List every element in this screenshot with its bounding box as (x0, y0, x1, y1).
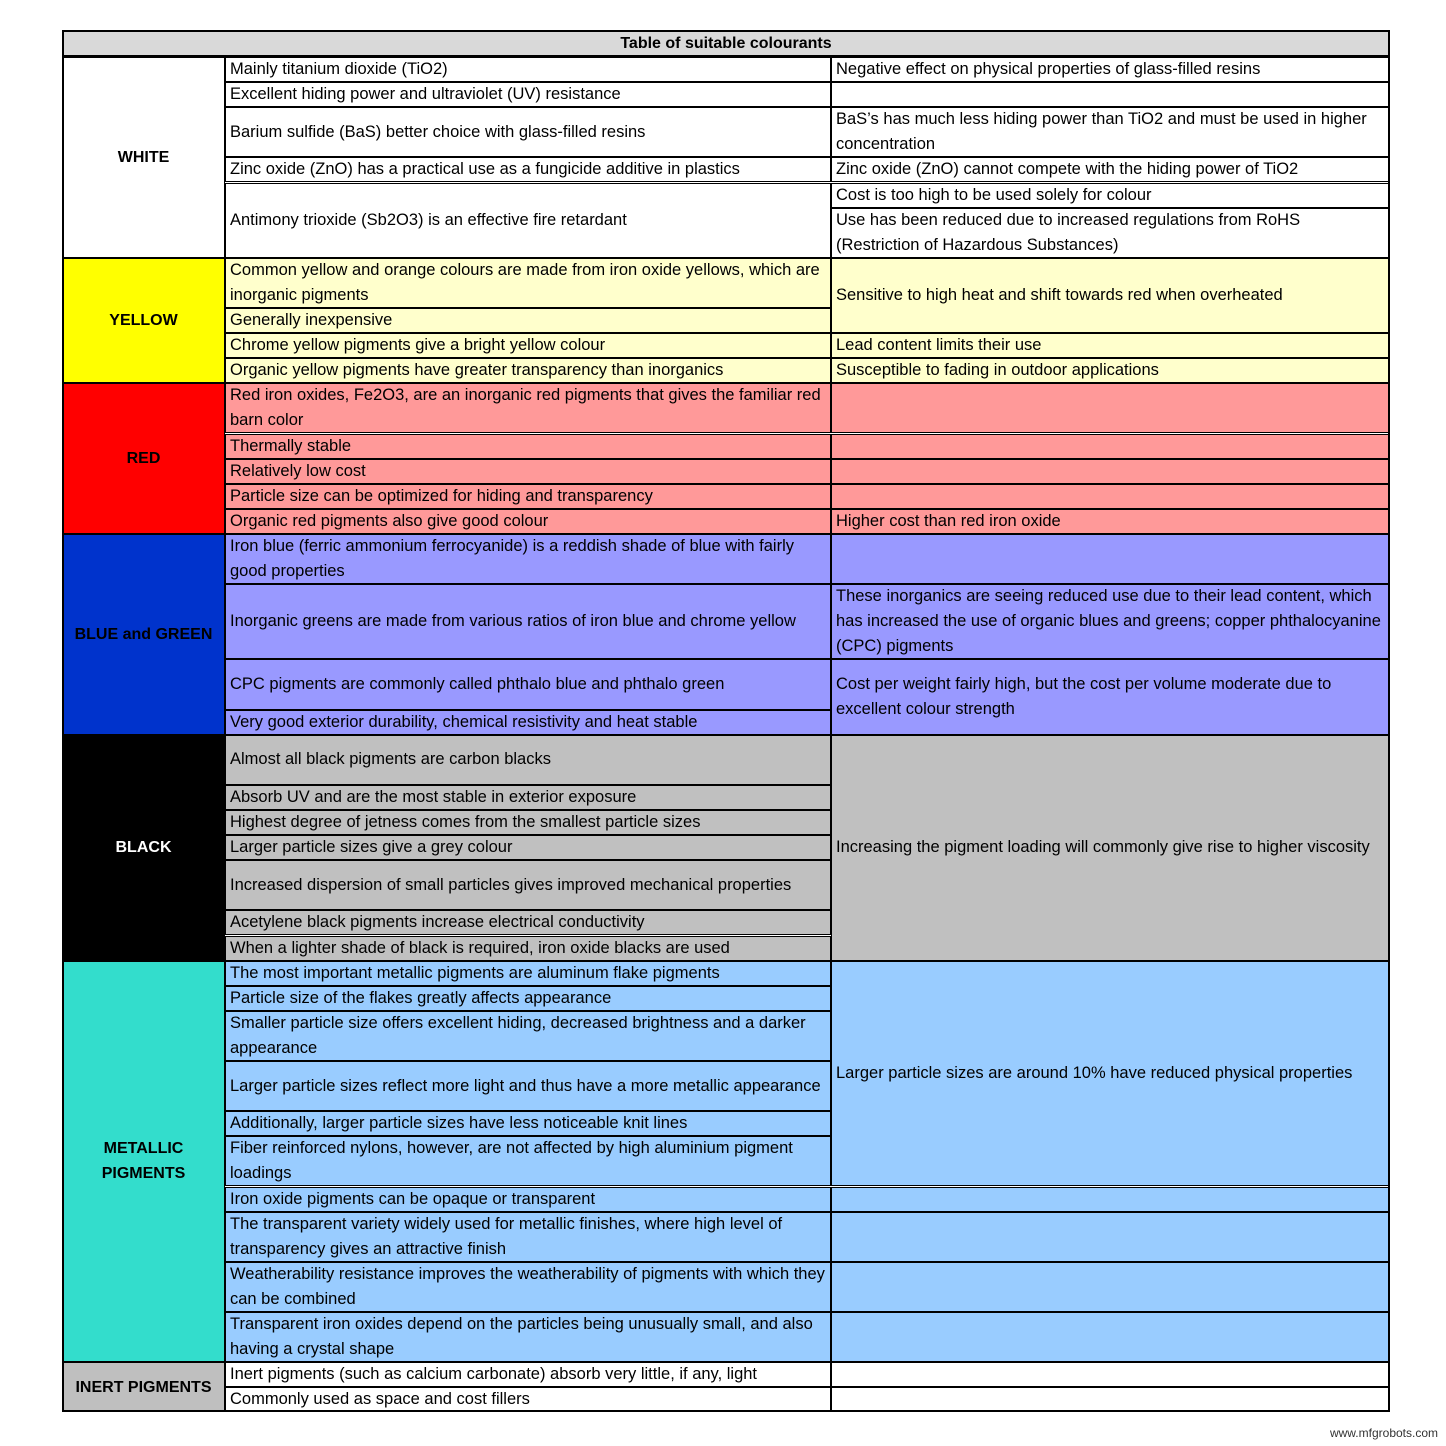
category-label: METALLIC PIGMENTS (101, 1140, 186, 1183)
property-cell (225, 484, 831, 509)
property-text: Increased dispersion of small particles gives improved mechanical properties (230, 875, 792, 894)
drawback-cell (831, 107, 1390, 157)
drawback-cell (831, 1362, 1390, 1387)
property-text: Common yellow and orange colours are made from iron oxide yellows, which are inorganic pigments (230, 260, 820, 304)
property-cell (225, 333, 831, 358)
category-black (62, 735, 225, 961)
drawback-cell (831, 82, 1390, 107)
property-text: Particle size of the flakes greatly affects appearance (230, 988, 612, 1007)
property-text: Iron oxide pigments can be opaque or transparent (230, 1189, 596, 1208)
property-cell (225, 383, 831, 433)
property-text: The most important metallic pigments are aluminum flake pigments (230, 963, 720, 982)
drawback-cell (831, 509, 1390, 534)
property-text: Inert pigments (such as calcium carbonate) absorb very little, if any, light (230, 1365, 758, 1384)
property-cell (225, 835, 831, 860)
property-cell (225, 910, 831, 935)
category-label: RED (126, 450, 161, 468)
property-cell (225, 534, 831, 584)
drawback-cell (831, 459, 1390, 484)
category-red (62, 383, 225, 534)
property-text: Smaller particle size offers excellent hiding, decreased brightness and a darker appearance (230, 1013, 806, 1057)
drawback-cell (831, 534, 1390, 584)
property-cell (225, 961, 831, 986)
drawback-cell (831, 659, 1390, 734)
property-text: Mainly titanium dioxide (TiO2) (230, 60, 448, 79)
property-cell (225, 986, 831, 1011)
category-inert-pigments (62, 1362, 225, 1412)
property-text: Commonly used as space and cost fillers (230, 1390, 530, 1409)
table-title: Table of suitable colourants (62, 30, 1390, 57)
drawback-cell (831, 1262, 1390, 1312)
property-text: Red iron oxides, Fe2O3, are an inorganic red pigments that gives the familiar red barn color (230, 386, 821, 430)
property-cell (225, 710, 831, 735)
drawback-text: BaS’s has much less hiding power than TiO2 and must be used in higher concentration (836, 110, 1367, 154)
property-cell (225, 810, 831, 835)
property-text: Zinc oxide (ZnO) has a practical use as a fungicide additive in plastics (230, 160, 740, 179)
drawback-cell (831, 584, 1390, 659)
property-text: Fiber reinforced nylons, however, are not affected by high aluminium pigment loadings (230, 1139, 793, 1183)
property-text: Absorb UV and are the most stable in exterior exposure (230, 787, 637, 806)
property-text: Relatively low cost (230, 461, 366, 480)
property-text: CPC pigments are commonly called phthalo blue and phthalo green (230, 674, 725, 693)
drawback-cell (831, 1212, 1390, 1262)
property-text: Transparent iron oxides depend on the particles being unusually small, and also having a crystal shape (230, 1315, 813, 1359)
drawback-text: Cost is too high to be used solely for colour (836, 185, 1152, 204)
drawback-text: Zinc oxide (ZnO) cannot compete with the hiding power of TiO2 (836, 160, 1299, 179)
property-cell (225, 584, 831, 659)
property-text: Inorganic greens are made from various ratios of iron blue and chrome yellow (230, 612, 796, 631)
property-cell (225, 1111, 831, 1136)
category-label: WHITE (117, 148, 170, 166)
property-cell (225, 358, 831, 383)
drawback-text: Higher cost than red iron oxide (836, 511, 1061, 530)
property-text: Organic yellow pigments have greater transparency than inorganics (230, 361, 724, 380)
drawback-cell (831, 735, 1390, 961)
property-text: Iron blue (ferric ammonium ferrocyanide) is a reddish shade of blue with fairly good properties (230, 536, 794, 580)
property-text: Weatherability resistance improves the weatherability of pigments with which they can be combined (230, 1264, 825, 1308)
property-cell (225, 860, 831, 910)
drawback-cell (831, 333, 1390, 358)
property-cell (225, 1262, 831, 1312)
colourants-table (62, 30, 1390, 1412)
property-text: Organic red pigments also give good colour (230, 511, 549, 530)
property-cell (225, 659, 831, 709)
drawback-cell (831, 258, 1390, 333)
property-text: Larger particle sizes give a grey colour (230, 838, 513, 857)
property-text: The transparent variety widely used for metallic finishes, where high level of transparency gives an attractive finish (230, 1214, 783, 1258)
property-text: Additionally, larger particle sizes have less noticeable knit lines (230, 1114, 688, 1133)
category-label: BLUE and GREEN (74, 625, 213, 643)
drawback-cell (831, 57, 1390, 82)
drawback-cell (831, 1187, 1390, 1212)
drawback-cell (831, 383, 1390, 433)
property-cell (225, 1312, 831, 1362)
drawback-cell (831, 1312, 1390, 1362)
drawback-cell (831, 358, 1390, 383)
category-yellow (62, 258, 225, 384)
category-label: YELLOW (109, 312, 178, 330)
drawback-text: These inorganics are seeing reduced use due to their lead content, which has increased the use of organic blues and greens; copper phthalocyanine (CPC) pigments (836, 587, 1381, 656)
drawback-cell (831, 157, 1390, 182)
property-cell (225, 434, 831, 459)
property-cell (225, 1362, 831, 1387)
property-text: Barium sulfide (BaS) better choice with glass-filled resins (230, 122, 646, 141)
property-cell (225, 509, 831, 534)
property-text: Very good exterior durability, chemical resistivity and heat stable (230, 712, 698, 731)
drawback-cell (831, 1387, 1390, 1412)
property-cell (225, 1212, 831, 1262)
property-text: Acetylene black pigments increase electrical conductivity (230, 913, 645, 932)
property-cell (225, 1011, 831, 1061)
property-text: Chrome yellow pigments give a bright yellow colour (230, 336, 606, 355)
property-text: Larger particle sizes reflect more light and thus have a more metallic appearance (230, 1076, 821, 1095)
drawback-cell (831, 484, 1390, 509)
drawback-text: Lead content limits their use (836, 336, 1042, 355)
property-cell (225, 1187, 831, 1212)
property-cell (225, 785, 831, 810)
property-text: Thermally stable (230, 436, 352, 455)
drawback-text: Negative effect on physical properties of glass-filled resins (836, 60, 1261, 79)
property-cell (225, 1387, 831, 1412)
property-cell (225, 1061, 831, 1111)
property-cell (225, 459, 831, 484)
property-cell (225, 57, 831, 82)
drawback-cell (831, 961, 1390, 1187)
category-label: INERT PIGMENTS (75, 1378, 212, 1396)
drawback-cell (831, 208, 1390, 258)
property-cell (225, 183, 831, 258)
property-text: Excellent hiding power and ultraviolet (UV) resistance (230, 85, 621, 104)
property-cell (225, 308, 831, 333)
drawback-cell (831, 183, 1390, 208)
category-blue-and-green (62, 534, 225, 735)
category-label: BLACK (115, 839, 172, 857)
property-cell (225, 1136, 831, 1186)
source-watermark: www.mfgrobots.com (1329, 1426, 1438, 1440)
drawback-text: Susceptible to fading in outdoor applications (836, 361, 1159, 380)
drawback-text: Cost per weight fairly high, but the cost per volume moderate due to excellent colour strength (836, 675, 1332, 719)
property-text: When a lighter shade of black is required, iron oxide blacks are used (230, 938, 730, 957)
drawback-text: Use has been reduced due to increased regulations from RoHS (Restriction of Hazardous Substances) (836, 210, 1301, 254)
category-white (62, 57, 225, 258)
drawback-cell (831, 434, 1390, 459)
property-cell (225, 936, 831, 961)
property-cell (225, 258, 831, 308)
drawback-text: Increasing the pigment loading will commonly give rise to higher viscosity (836, 838, 1370, 857)
drawback-text: Sensitive to high heat and shift towards red when overheated (836, 285, 1283, 304)
property-text: Antimony trioxide (Sb2O3) is an effective fire retardant (230, 210, 627, 229)
category-metallic-pigments (62, 961, 225, 1363)
property-cell (225, 157, 831, 182)
property-cell (225, 107, 831, 157)
property-cell (225, 735, 831, 785)
property-text: Particle size can be optimized for hiding and transparency (230, 486, 653, 505)
property-text: Highest degree of jetness comes from the smallest particle sizes (230, 813, 701, 832)
drawback-text: Larger particle sizes are around 10% have reduced physical properties (836, 1064, 1353, 1083)
property-text: Generally inexpensive (230, 311, 393, 330)
property-text: Almost all black pigments are carbon blacks (230, 750, 551, 769)
property-cell (225, 82, 831, 107)
